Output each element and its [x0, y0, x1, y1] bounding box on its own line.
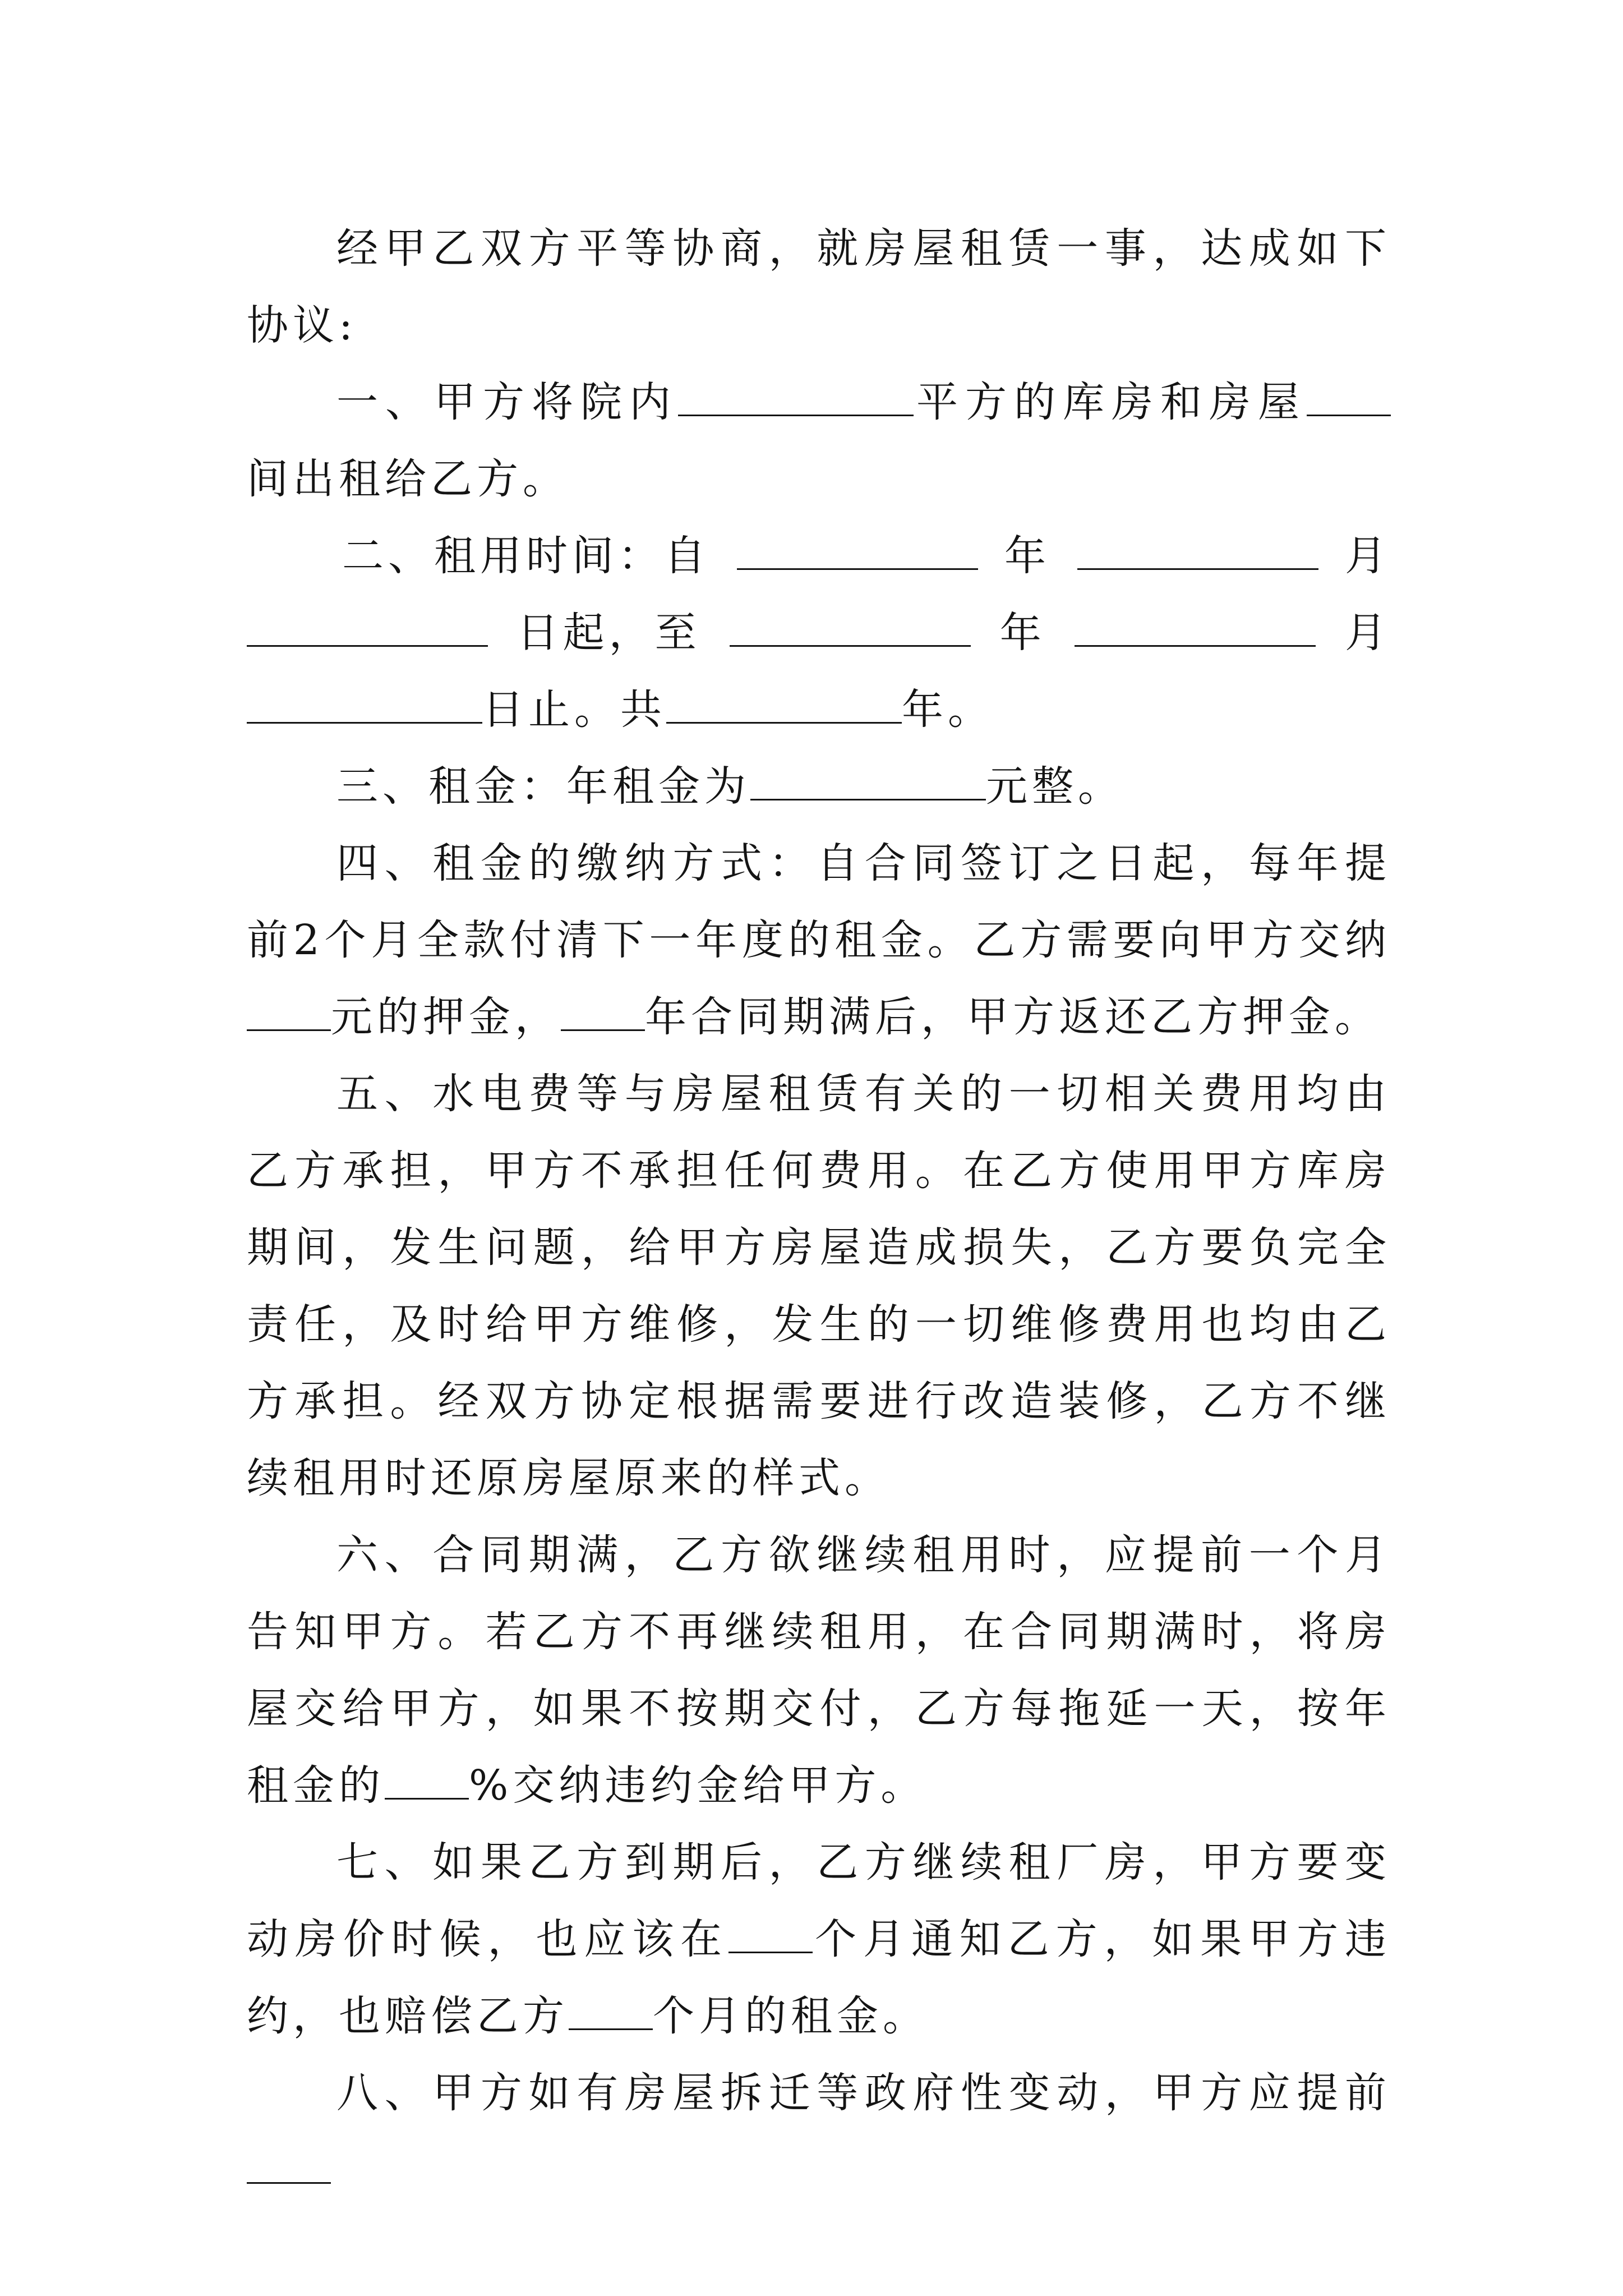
clause-3-text-a: 三、租金：年租金为: [336, 762, 750, 811]
clause-2-line-3: [247, 671, 1391, 748]
clause-7-text-c: 个月的租金。: [653, 1992, 929, 2040]
clause-4-text-b: 元的押金，: [331, 993, 561, 1041]
blank-end-year: [730, 613, 971, 647]
blank-advance-notice: [247, 2150, 331, 2184]
clause-6-text-a: 六、合同期满，乙方欲继续租用时，应提前一个月告知甲方。若乙方不再继续租用，在合同期满时，将房屋交给甲方，如果不按期交付，乙方每拖延一天，按年租金的: [247, 1531, 1391, 1810]
blank-area: [678, 382, 914, 416]
blank-notice-months: [728, 1919, 813, 1953]
blank-start-month: [1077, 536, 1318, 570]
intro-text: 经甲乙双方平等协商，就房屋租赁一事，达成如下协议:: [247, 224, 1391, 349]
clause-2-total-label: 日止。共: [482, 685, 666, 734]
clause-6: [247, 1517, 1391, 1824]
clause-1-text-d: 出租给乙方。: [293, 455, 569, 503]
clause-2-line-1: [342, 518, 1391, 595]
blank-start-year: [737, 536, 978, 570]
clause-7-text-b: 个月通知乙方，如果甲方违约，也赔偿乙方: [247, 1915, 1391, 2040]
clause-8-text-a: 八、甲方如有房屋拆迁等政府性变动，甲方应提前: [336, 2069, 1391, 2117]
clause-6-text-b: %交纳违约金给甲方。: [469, 1761, 927, 1810]
clause-4-text-c: 年合同期满后，甲方返还乙方押金。: [645, 993, 1381, 1041]
clause-1: [247, 364, 1391, 518]
clause-4-text-a: 四、租金的缴纳方式：自合同签订之日起，每年提前2个月全款付清下一年度的租金。乙方需要向甲方交纳: [247, 839, 1391, 964]
intro-paragraph: [247, 210, 1391, 364]
blank-end-day: [247, 689, 482, 724]
clause-2-years-unit: 年。: [902, 685, 994, 734]
contract-body: [247, 210, 1391, 2208]
clause-2: [247, 518, 1391, 595]
clause-7-text-a: 七、如果乙方到期后，乙方继续租厂房，甲方要变动房价时候，也应该在: [247, 1838, 1391, 1963]
clause-4: [247, 825, 1391, 1056]
clause-2-month-1: 月: [1345, 532, 1391, 580]
clause-7: [247, 1824, 1391, 2055]
blank-rooms: [1307, 382, 1391, 416]
clause-2-year-2: 年: [999, 609, 1046, 657]
clause-3: [247, 748, 1391, 825]
clause-2-line-2: [247, 595, 1391, 671]
clause-2-year-1: 年: [1004, 532, 1050, 580]
clause-2-month-2: 月: [1344, 609, 1391, 657]
clause-2-label-from: 二、租用时间：自: [342, 532, 710, 580]
clause-1-text-c: 间: [247, 455, 293, 503]
blank-end-month: [1075, 613, 1316, 647]
blank-deposit-years: [561, 997, 645, 1031]
clause-2-label-to: 日起，至: [517, 609, 701, 657]
blank-compensation-months: [569, 1996, 653, 2030]
clause-3-text-b: 元整。: [986, 762, 1124, 811]
clause-5: [247, 1056, 1391, 1517]
blank-start-day: [247, 613, 488, 647]
clause-1-text-b: 平方的库房和房屋: [914, 378, 1307, 426]
clause-5-text: 五、水电费等与房屋租赁有关的一切相关费用均由乙方承担，甲方不承担任何费用。在乙方使用甲方库房期间，发生问题，给甲方房屋造成损失，乙方要负完全责任，及时给甲方维修，发生的一切维修费用也均由乙方承担。经双方协定根据需要进行改造装修，乙方不继续租用时还原房屋原来的样式。: [247, 1070, 1391, 1502]
clause-8: [247, 2055, 1391, 2208]
blank-annual-rent: [750, 766, 986, 800]
blank-deposit: [247, 997, 331, 1031]
clause-1-text-a: 一、甲方将院内: [336, 378, 678, 426]
blank-total-years: [666, 689, 902, 724]
blank-penalty-rate: [385, 1765, 469, 1800]
